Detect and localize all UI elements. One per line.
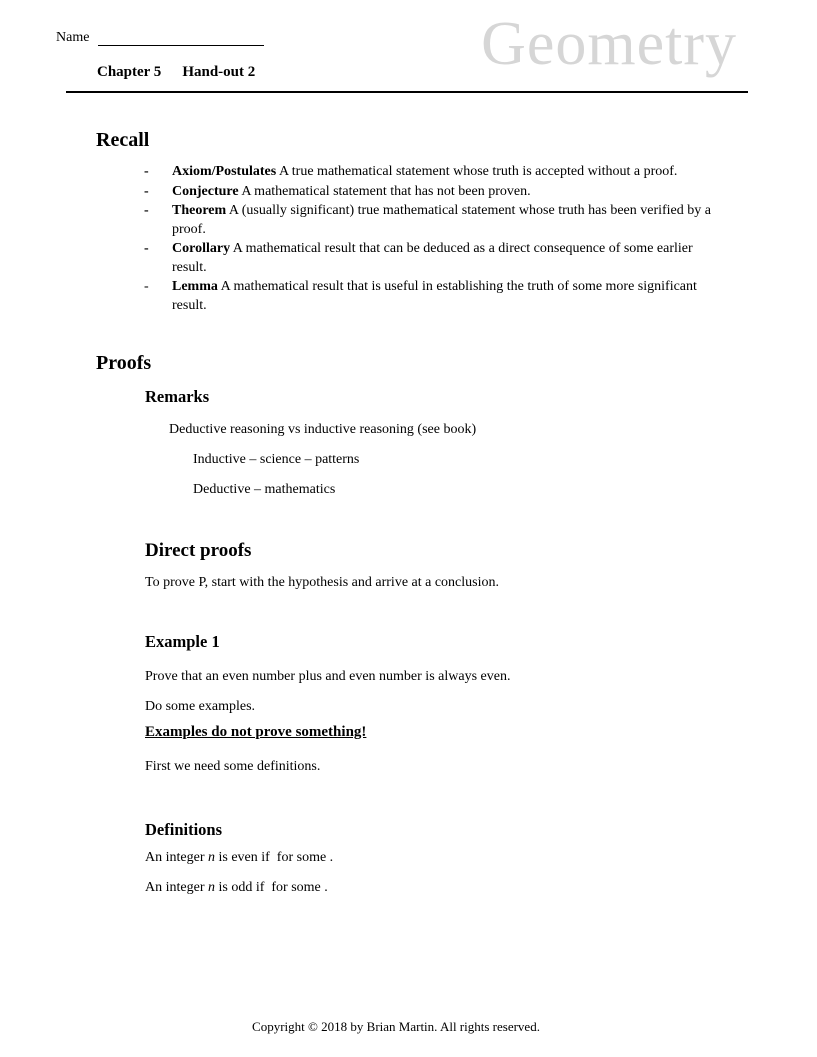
name-label: Name bbox=[56, 30, 90, 45]
integer-variable: n bbox=[207, 850, 215, 865]
need-definitions-line: First we need some definitions. bbox=[145, 759, 321, 774]
bullet-dash: - bbox=[144, 279, 149, 294]
bullet-dash: - bbox=[144, 203, 149, 218]
term-theorem: Theorem bbox=[172, 203, 227, 218]
definition-text: A (usually significant) true mathematical statement whose truth has been verified by a proof. bbox=[172, 203, 715, 238]
recall-heading: Recall bbox=[96, 129, 150, 151]
chapter-label: Chapter 5 bbox=[97, 64, 162, 80]
definitions-heading: Definitions bbox=[145, 820, 223, 839]
definition-even-post: is even if for some . bbox=[214, 850, 334, 865]
example-do-examples: Do some examples. bbox=[145, 699, 256, 714]
term-corollary: Corollary bbox=[172, 241, 231, 256]
name-blank-line bbox=[98, 45, 264, 46]
examples-warning-line: Examples do not prove something! bbox=[145, 724, 367, 740]
definition-text: A mathematical result that can be deduced as a direct consequence of some earlier result. bbox=[172, 241, 697, 276]
term-lemma: Lemma bbox=[172, 279, 218, 294]
definition-odd bbox=[145, 879, 328, 897]
definition-odd-pre: An integer bbox=[145, 880, 208, 895]
remark-line-reasoning: Deductive reasoning vs inductive reasoning (see book) bbox=[169, 422, 477, 437]
integer-variable: n bbox=[207, 880, 215, 895]
definition-even bbox=[145, 849, 333, 867]
bullet-dash: - bbox=[144, 241, 149, 256]
definition-text: A true mathematical statement whose truth is accepted without a proof. bbox=[276, 164, 678, 179]
bullet-dash: - bbox=[144, 164, 149, 179]
definition-text: A mathematical statement that has not been proven. bbox=[238, 184, 531, 199]
list-item-axiom bbox=[144, 162, 722, 181]
term-conjecture: Conjecture bbox=[172, 184, 239, 199]
header-rule bbox=[66, 91, 748, 93]
proofs-heading: Proofs bbox=[96, 352, 152, 374]
course-watermark: Geometry bbox=[481, 10, 737, 78]
list-item-theorem bbox=[144, 201, 722, 240]
bullet-dash: - bbox=[144, 184, 149, 199]
definition-text: A mathematical result that is useful in establishing the truth of some more significant result. bbox=[172, 279, 701, 314]
remark-line-inductive: Inductive – science – patterns bbox=[193, 452, 360, 467]
example-statement: Prove that an even number plus and even number is always even. bbox=[145, 669, 511, 684]
list-item-corollary bbox=[144, 239, 722, 278]
list-item-text bbox=[172, 239, 718, 278]
list-item-text bbox=[172, 182, 718, 201]
list-item-conjecture bbox=[144, 182, 722, 201]
list-item-text bbox=[172, 162, 718, 181]
list-item-lemma bbox=[144, 277, 722, 316]
remark-line-deductive: Deductive – mathematics bbox=[193, 482, 336, 497]
handout-label: Hand-out 2 bbox=[182, 64, 256, 80]
definition-even-pre: An integer bbox=[145, 850, 208, 865]
list-item-text bbox=[172, 277, 718, 316]
remarks-heading: Remarks bbox=[145, 387, 210, 406]
term-axiom: Axiom/Postulates bbox=[172, 164, 277, 179]
definition-odd-post: is odd if for some . bbox=[214, 880, 328, 895]
direct-proofs-intro: To prove P, start with the hypothesis and arrive at a conclusion. bbox=[145, 575, 499, 590]
list-item-text bbox=[172, 201, 718, 240]
footer-copyright: Copyright © 2018 by Brian Martin. All rights reserved. bbox=[252, 1019, 540, 1034]
example-1-heading: Example 1 bbox=[145, 632, 220, 651]
chapter-title bbox=[97, 63, 255, 82]
direct-proofs-heading: Direct proofs bbox=[145, 540, 252, 561]
